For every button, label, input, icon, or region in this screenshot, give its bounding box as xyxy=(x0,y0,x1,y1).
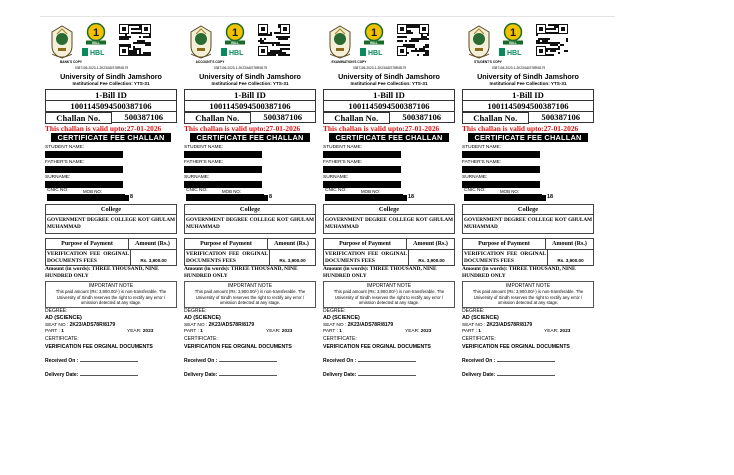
copy-label: ACCOUNT'S COPY xyxy=(195,60,225,64)
received-on-row xyxy=(45,357,177,365)
certificate-label: CERTIFICATE: xyxy=(45,335,79,342)
hbl-logo-icon xyxy=(498,47,528,57)
college-name: GOVERNMENT DEGREE COLLEGE KOT GHULAM MUHAMMAD xyxy=(325,217,453,230)
mobile-suffix: 8 xyxy=(130,194,133,200)
one-bill-logo-icon xyxy=(498,23,528,45)
bill-id-label: 1-Bill ID xyxy=(184,89,316,101)
part-value: 1 xyxy=(200,328,203,334)
delivery-date-label: Delivery Date: xyxy=(184,371,218,378)
university-name: University of Sindh Jamshoro xyxy=(199,72,301,81)
top-divider xyxy=(40,16,615,17)
delivery-date-label: Delivery Date: xyxy=(45,371,79,378)
year-label: YEAR: xyxy=(266,328,281,334)
seat-row xyxy=(462,322,594,329)
svg-text:BILL: BILL xyxy=(92,40,100,45)
university-crest-icon xyxy=(49,24,75,60)
amount-in-words: Amount (in words): THREE THOUSAND, NINE HUNDRED ONLY xyxy=(184,266,298,279)
received-on-label: Received On : xyxy=(323,357,357,364)
received-on-line xyxy=(358,357,416,362)
received-on-line xyxy=(219,357,277,362)
seat-value: 2K23/ADS78R/8179 xyxy=(347,321,394,328)
note-title: IMPORTANT NOTE xyxy=(366,283,412,289)
seat-label: SEAT NO : xyxy=(323,322,347,328)
purpose-header: Purpose of Payment xyxy=(46,239,129,249)
challan-reference: 0387106-2023-1-2K23/ADS78R/8179 xyxy=(75,66,129,70)
challan-reference: 0387106-2023-1-2K23/ADS78R/8179 xyxy=(214,66,268,70)
form-title: CERTIFICATE FEE CHALLAN xyxy=(190,133,310,142)
challan-header xyxy=(323,22,455,72)
challan-no-value: 500387106 xyxy=(112,112,178,123)
college-box xyxy=(184,204,316,234)
delivery-date-line xyxy=(219,371,277,376)
student-name-label: STUDENT NAME: xyxy=(462,145,502,150)
part-year-row xyxy=(184,329,316,336)
seat-value: 2K23/ADS78R/8179 xyxy=(486,321,533,328)
payment-table xyxy=(462,238,594,266)
delivery-date-line xyxy=(358,371,416,376)
svg-text:HBL: HBL xyxy=(507,50,522,57)
svg-text:BILL: BILL xyxy=(231,40,239,45)
year-group xyxy=(544,329,570,334)
university-name: University of Sindh Jamshoro xyxy=(60,72,162,81)
form-title: CERTIFICATE FEE CHALLAN xyxy=(329,133,449,142)
challan-reference: 0387106-2023-1-2K23/ADS78R/8179 xyxy=(353,66,407,70)
received-on-label: Received On : xyxy=(184,357,218,364)
cnic-label: CNIC NO: xyxy=(325,188,347,193)
cnic-label: CNIC NO: xyxy=(186,188,208,193)
mobile-suffix: 18 xyxy=(547,194,553,200)
qr-code-icon xyxy=(258,24,290,56)
mobile-label: MOB NO: xyxy=(361,189,381,194)
challan-header xyxy=(45,22,177,72)
certificate-label: CERTIFICATE: xyxy=(184,335,218,342)
delivery-date-row xyxy=(462,371,594,379)
part-label: PART : xyxy=(45,328,60,334)
redacted-father-name xyxy=(462,166,540,173)
payment-table xyxy=(45,238,177,266)
payment-table xyxy=(184,238,316,266)
bill-id-label: 1-Bill ID xyxy=(45,89,177,101)
year-value: 2023 xyxy=(281,328,293,334)
challan-no-label: Challan No. xyxy=(462,112,529,124)
seat-value: 2K23/ADS78R/8179 xyxy=(69,321,116,328)
college-name: GOVERNMENT DEGREE COLLEGE KOT GHULAM MUHAMMAD xyxy=(464,217,592,230)
university-crest-icon xyxy=(188,24,214,60)
received-on-label: Received On : xyxy=(462,357,496,364)
father-name-label: FATHER'S NAME: xyxy=(323,160,363,165)
form-title: CERTIFICATE FEE CHALLAN xyxy=(51,133,171,142)
payment-header-row xyxy=(46,239,176,250)
year-group xyxy=(266,329,292,334)
part-value: 1 xyxy=(478,328,481,334)
payment-header-row xyxy=(185,239,315,250)
bill-id-label: 1-Bill ID xyxy=(462,89,594,101)
mobile-label: MOB NO: xyxy=(83,189,103,194)
qr-code-icon xyxy=(119,24,151,56)
hbl-logo-icon xyxy=(81,47,111,57)
year-label: YEAR: xyxy=(405,328,420,334)
important-note xyxy=(323,281,455,308)
seat-label: SEAT NO : xyxy=(45,322,69,328)
redacted-student-name xyxy=(184,151,262,158)
redacted-father-name xyxy=(184,166,262,173)
seat-label: SEAT NO : xyxy=(462,322,486,328)
received-on-label: Received On : xyxy=(45,357,79,364)
received-on-line xyxy=(80,357,138,362)
year-value: 2023 xyxy=(559,328,571,334)
purpose-header: Purpose of Payment xyxy=(463,239,546,249)
challan-no-row xyxy=(323,112,455,124)
note-title: IMPORTANT NOTE xyxy=(88,283,134,289)
surname-label: SURNAME: xyxy=(45,175,71,180)
part-year-row xyxy=(45,329,177,336)
cnic-mobile-row xyxy=(323,188,455,202)
delivery-date-label: Delivery Date: xyxy=(323,371,357,378)
redacted-mobile xyxy=(367,195,407,201)
amount-in-words: Amount (in words): THREE THOUSAND, NINE HUNDRED ONLY xyxy=(45,266,159,279)
payment-purpose: VERIFICATION FEE ORGINAL DOCUMENTS FEES xyxy=(464,251,546,264)
challan-header xyxy=(184,22,316,72)
certificate-value: VERIFICATION FEE ORGINAL DOCUMENTS xyxy=(184,343,292,350)
amount-header: Amount (Rs.) xyxy=(274,241,309,247)
college-label: College xyxy=(324,205,454,215)
copy-label: BANK'S COPY xyxy=(59,60,82,64)
important-note xyxy=(462,281,594,308)
svg-text:1: 1 xyxy=(509,27,517,39)
delivery-date-row xyxy=(45,371,177,379)
part-year-row xyxy=(323,329,455,336)
svg-text:BILL: BILL xyxy=(509,40,517,45)
degree-value: AD (SCIENCE) xyxy=(462,314,499,321)
seat-row xyxy=(323,322,455,329)
college-label: College xyxy=(185,205,315,215)
part-label: PART : xyxy=(462,328,477,334)
challan-header xyxy=(462,22,594,72)
one-bill-logo-icon xyxy=(220,23,250,45)
payment-purpose: VERIFICATION FEE ORGINAL DOCUMENTS FEES xyxy=(325,251,407,264)
mobile-label: MOB NO: xyxy=(500,189,520,194)
svg-text:HBL: HBL xyxy=(368,50,383,57)
year-group xyxy=(127,329,153,334)
payment-row xyxy=(46,250,176,265)
redacted-father-name xyxy=(45,166,123,173)
bill-id-value: 1001145094500387106 xyxy=(45,101,177,112)
college-label: College xyxy=(46,205,176,215)
payment-row xyxy=(463,250,593,265)
validity-notice: This challan is valid upto:27-01-2026 xyxy=(45,124,162,133)
part-year-row xyxy=(462,329,594,336)
certificate-label: CERTIFICATE: xyxy=(462,335,496,342)
delivery-date-row xyxy=(323,371,455,379)
redacted-student-name xyxy=(323,151,401,158)
cnic-mobile-row xyxy=(462,188,594,202)
college-name: GOVERNMENT DEGREE COLLEGE KOT GHULAM MUHAMMAD xyxy=(47,217,175,230)
copy-label: EXAMINATION'S COPY xyxy=(331,60,367,64)
delivery-date-line xyxy=(497,371,555,376)
amount-in-words: Amount (in words): THREE THOUSAND, NINE HUNDRED ONLY xyxy=(323,266,437,279)
seat-label: SEAT NO : xyxy=(184,322,208,328)
mobile-suffix: 8 xyxy=(269,194,272,200)
received-on-row xyxy=(323,357,455,365)
payment-amount: Rs. 3,900.00 xyxy=(557,258,584,263)
certificate-value: VERIFICATION FEE ORGINAL DOCUMENTS xyxy=(45,343,153,350)
redacted-mobile xyxy=(89,195,129,201)
payment-header-row xyxy=(463,239,593,250)
college-box xyxy=(45,204,177,234)
student-name-label: STUDENT NAME: xyxy=(184,145,224,150)
svg-text:1: 1 xyxy=(231,27,239,39)
cnic-mobile-row xyxy=(184,188,316,202)
challan-copy-2 xyxy=(184,22,316,470)
copy-label: STUDENT'S COPY xyxy=(474,60,502,64)
qr-code-icon xyxy=(397,24,429,56)
challan-no-value: 500387106 xyxy=(529,112,595,123)
father-name-label: FATHER'S NAME: xyxy=(184,160,224,165)
surname-label: SURNAME: xyxy=(184,175,210,180)
bill-id-value: 1001145094500387106 xyxy=(184,101,316,112)
challan-no-value: 500387106 xyxy=(251,112,317,123)
svg-text:BILL: BILL xyxy=(370,40,378,45)
payment-row xyxy=(185,250,315,265)
year-label: YEAR: xyxy=(127,328,142,334)
university-crest-icon xyxy=(466,24,492,60)
received-on-row xyxy=(184,357,316,365)
hbl-logo-icon xyxy=(220,47,250,57)
year-label: YEAR: xyxy=(544,328,559,334)
challan-no-label: Challan No. xyxy=(45,112,112,124)
redacted-surname xyxy=(323,181,401,188)
degree-value: AD (SCIENCE) xyxy=(323,314,360,321)
important-note xyxy=(184,281,316,308)
note-body: This paid amount (Rs: 3,900.00/-) is non-transferable. The University of Sindh reserves the right to rectify any error / omission detected at any stage. xyxy=(333,289,445,306)
challan-copy-4 xyxy=(462,22,594,470)
challan-copy-3 xyxy=(323,22,455,470)
cnic-label: CNIC NO: xyxy=(464,188,486,193)
cnic-mobile-row xyxy=(45,188,177,202)
degree-label: DEGREE: xyxy=(462,307,485,314)
bill-id-value: 1001145094500387106 xyxy=(323,101,455,112)
year-value: 2023 xyxy=(420,328,432,334)
challan-no-label: Challan No. xyxy=(184,112,251,124)
redacted-surname xyxy=(184,181,262,188)
challan-copy-1 xyxy=(45,22,177,470)
institution-code: Institutional Fee Collection: YTS-31 xyxy=(72,81,150,86)
redacted-surname xyxy=(45,181,123,188)
degree-value: AD (SCIENCE) xyxy=(184,314,221,321)
svg-text:1: 1 xyxy=(370,27,378,39)
bill-id-value: 1001145094500387106 xyxy=(462,101,594,112)
redacted-father-name xyxy=(323,166,401,173)
part-value: 1 xyxy=(61,328,64,334)
delivery-date-line xyxy=(80,371,138,376)
university-name: University of Sindh Jamshoro xyxy=(477,72,579,81)
payment-amount: Rs. 3,900.00 xyxy=(418,258,445,263)
form-title: CERTIFICATE FEE CHALLAN xyxy=(468,133,588,142)
payment-amount: Rs. 3,900.00 xyxy=(279,258,306,263)
challan-no-label: Challan No. xyxy=(323,112,390,124)
year-value: 2023 xyxy=(142,328,154,334)
note-body: This paid amount (Rs: 3,900.00/-) is non-transferable. The University of Sindh reserves the right to rectify any error / omission detected at any stage. xyxy=(194,289,306,306)
father-name-label: FATHER'S NAME: xyxy=(462,160,502,165)
payment-amount: Rs. 3,900.00 xyxy=(140,258,167,263)
challan-no-value: 500387106 xyxy=(390,112,456,123)
institution-code: Institutional Fee Collection: YTS-31 xyxy=(211,81,289,86)
payment-purpose: VERIFICATION FEE ORGINAL DOCUMENTS FEES xyxy=(47,251,129,264)
institution-code: Institutional Fee Collection: YTS-31 xyxy=(350,81,428,86)
svg-text:1: 1 xyxy=(92,27,100,39)
college-label: College xyxy=(463,205,593,215)
delivery-date-label: Delivery Date: xyxy=(462,371,496,378)
redacted-mobile xyxy=(228,195,268,201)
payment-purpose: VERIFICATION FEE ORGINAL DOCUMENTS FEES xyxy=(186,251,268,264)
degree-label: DEGREE: xyxy=(184,307,207,314)
challan-no-row xyxy=(184,112,316,124)
note-body: This paid amount (Rs: 3,900.00/-) is non-transferable. The University of Sindh reserves the right to rectify any error / omission detected at any stage. xyxy=(55,289,167,306)
bill-id-label: 1-Bill ID xyxy=(323,89,455,101)
university-crest-icon xyxy=(327,24,353,60)
seat-value: 2K23/ADS78R/8179 xyxy=(208,321,255,328)
mobile-suffix: 18 xyxy=(408,194,414,200)
note-body: This paid amount (Rs: 3,900.00/-) is non-transferable. The University of Sindh reserves the right to rectify any error / omission detected at any stage. xyxy=(472,289,584,306)
received-on-row xyxy=(462,357,594,365)
one-bill-logo-icon xyxy=(81,23,111,45)
challan-reference: 0387106-2023-1-2K23/ADS78R/8179 xyxy=(492,66,546,70)
delivery-date-row xyxy=(184,371,316,379)
purpose-header: Purpose of Payment xyxy=(324,239,407,249)
redacted-student-name xyxy=(462,151,540,158)
certificate-value: VERIFICATION FEE ORGINAL DOCUMENTS xyxy=(323,343,431,350)
certificate-label: CERTIFICATE: xyxy=(323,335,357,342)
one-bill-logo-icon xyxy=(359,23,389,45)
important-note xyxy=(45,281,177,308)
mobile-label: MOB NO: xyxy=(222,189,242,194)
amount-header: Amount (Rs.) xyxy=(413,241,448,247)
year-group xyxy=(405,329,431,334)
validity-notice: This challan is valid upto:27-01-2026 xyxy=(462,124,579,133)
institution-code: Institutional Fee Collection: YTS-31 xyxy=(489,81,567,86)
note-title: IMPORTANT NOTE xyxy=(505,283,551,289)
student-name-label: STUDENT NAME: xyxy=(323,145,363,150)
degree-label: DEGREE: xyxy=(323,307,346,314)
amount-header: Amount (Rs.) xyxy=(552,241,587,247)
degree-label: DEGREE: xyxy=(45,307,68,314)
degree-value: AD (SCIENCE) xyxy=(45,314,82,321)
validity-notice: This challan is valid upto:27-01-2026 xyxy=(323,124,440,133)
seat-row xyxy=(45,322,177,329)
validity-notice: This challan is valid upto:27-01-2026 xyxy=(184,124,301,133)
hbl-logo-icon xyxy=(359,47,389,57)
surname-label: SURNAME: xyxy=(462,175,488,180)
college-box xyxy=(462,204,594,234)
challan-no-row xyxy=(462,112,594,124)
purpose-header: Purpose of Payment xyxy=(185,239,268,249)
redacted-surname xyxy=(462,181,540,188)
challan-no-row xyxy=(45,112,177,124)
note-title: IMPORTANT NOTE xyxy=(227,283,273,289)
college-name: GOVERNMENT DEGREE COLLEGE KOT GHULAM MUHAMMAD xyxy=(186,217,314,230)
student-name-label: STUDENT NAME: xyxy=(45,145,85,150)
college-box xyxy=(323,204,455,234)
surname-label: SURNAME: xyxy=(323,175,349,180)
cnic-label: CNIC NO: xyxy=(47,188,69,193)
university-name: University of Sindh Jamshoro xyxy=(338,72,440,81)
part-label: PART : xyxy=(184,328,199,334)
seat-row xyxy=(184,322,316,329)
father-name-label: FATHER'S NAME: xyxy=(45,160,85,165)
redacted-student-name xyxy=(45,151,123,158)
amount-in-words: Amount (in words): THREE THOUSAND, NINE HUNDRED ONLY xyxy=(462,266,576,279)
payment-row xyxy=(324,250,454,265)
certificate-value: VERIFICATION FEE ORGINAL DOCUMENTS xyxy=(462,343,570,350)
part-value: 1 xyxy=(339,328,342,334)
svg-text:HBL: HBL xyxy=(90,50,105,57)
payment-table xyxy=(323,238,455,266)
amount-header: Amount (Rs.) xyxy=(135,241,170,247)
svg-text:HBL: HBL xyxy=(229,50,244,57)
payment-header-row xyxy=(324,239,454,250)
redacted-mobile xyxy=(506,195,546,201)
qr-code-icon xyxy=(536,24,568,56)
received-on-line xyxy=(497,357,555,362)
part-label: PART : xyxy=(323,328,338,334)
